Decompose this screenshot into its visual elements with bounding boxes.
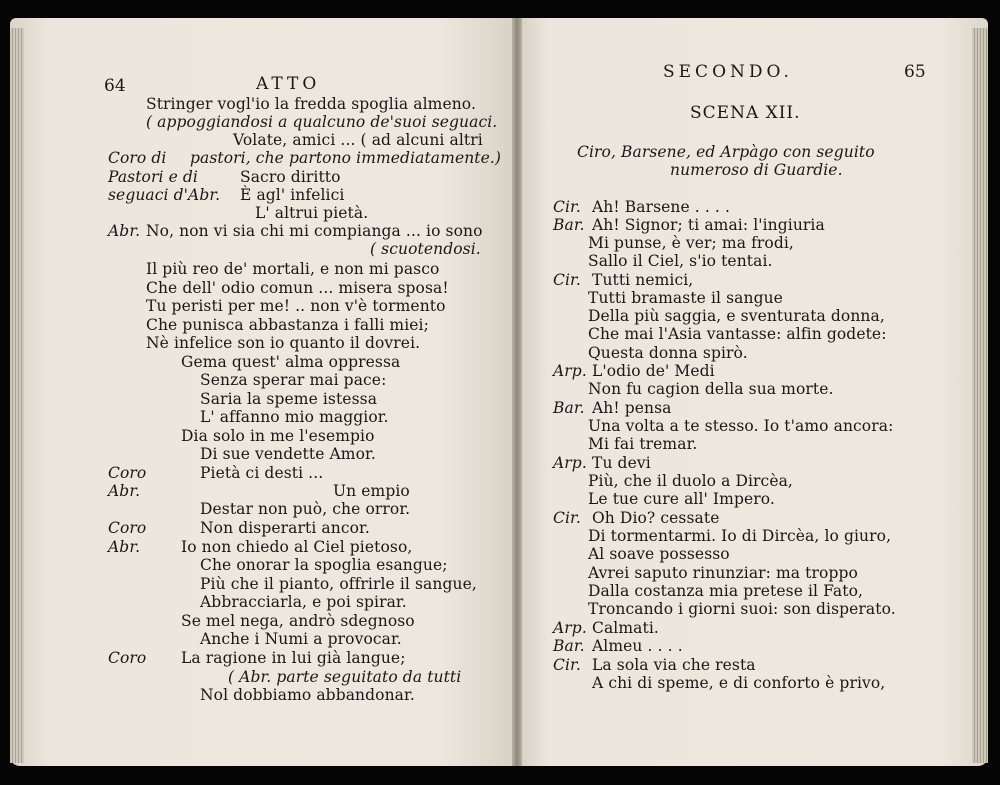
text-line: Tu peristi per me! .. non v'è tormento — [146, 297, 446, 315]
text-line: Oh Dio? cessate — [592, 509, 720, 527]
text-line: Ah! Barsene . . . . — [592, 198, 730, 216]
right-page-edges — [972, 28, 988, 763]
text-line: Della più saggia, e sventurata donna, — [588, 307, 885, 325]
book-gutter — [512, 18, 522, 766]
text-line: Avrei saputo rinunziar: ma troppo — [588, 564, 858, 582]
text-line: Che dell' odio comun ... misera sposa! — [146, 279, 449, 297]
text-line: Più, che il duolo a Dircèa, — [588, 472, 793, 490]
speaker-label: Cir. — [553, 509, 581, 527]
speaker-label: Cir. — [553, 271, 581, 289]
speaker-label: Coro — [108, 649, 147, 667]
text-line: Mi punse, è ver; ma frodi, — [588, 234, 794, 252]
text-line: Nol dobbiamo abbandonar. — [200, 686, 415, 704]
text-line: Tutti nemici, — [592, 271, 694, 289]
speaker-label: Pastori e di — [108, 168, 198, 186]
text-line: Sallo il Ciel, s'io tentai. — [588, 252, 773, 270]
speaker-label: Abr. — [108, 482, 141, 500]
text-line: Che mai l'Asia vantasse: alfin godete: — [588, 325, 887, 343]
text-line: ( scuotendosi. — [370, 240, 481, 258]
speaker-label: seguaci d'Abr. — [108, 186, 221, 204]
speaker-label: Arp. — [553, 619, 587, 637]
scene-characters-line2: numeroso di Guardie. — [670, 161, 843, 179]
text-line: Mi fai tremar. — [588, 435, 698, 453]
speaker-label: Bar. — [553, 399, 585, 417]
speaker-label: Coro — [108, 519, 147, 537]
text-line: pastori, che partono immediatamente.) — [190, 149, 502, 167]
text-line: Non disperarti ancor. — [200, 519, 370, 537]
text-line: Io non chiedo al Ciel pietoso, — [181, 538, 413, 556]
speaker-label: Bar. — [553, 216, 585, 234]
text-line: Più che il pianto, offrirle il sangue, — [200, 575, 477, 593]
text-line: Destar non può, che orror. — [200, 500, 411, 518]
text-line: Saria la speme istessa — [200, 390, 378, 408]
text-line: Le tue cure all' Impero. — [588, 490, 775, 508]
text-line: Almeu . . . . — [592, 637, 683, 655]
text-line: ( Abr. parte seguitato da tutti — [228, 668, 462, 686]
right-running-head: SECONDO. — [663, 62, 793, 82]
text-line: Abbracciarla, e poi spirar. — [200, 593, 407, 611]
text-line: Calmati. — [592, 619, 659, 637]
right-page-number: 65 — [904, 62, 926, 82]
text-line: La ragione in lui già langue; — [181, 649, 406, 667]
text-line: Che onorar la spoglia esangue; — [200, 556, 448, 574]
text-line: Al soave possesso — [588, 545, 730, 563]
text-line: Tu devi — [592, 454, 651, 472]
text-line: Il più reo de' mortali, e non mi pasco — [146, 260, 440, 278]
text-line: Una volta a te stesso. Io t'amo ancora: — [588, 417, 894, 435]
text-line: No, non vi sia chi mi compianga ... io sono — [146, 222, 483, 240]
text-line: Nè infelice son io quanto il dovrei. — [146, 334, 421, 352]
left-page-edges — [10, 28, 24, 763]
text-line: Un empio — [333, 482, 410, 500]
speaker-label: Bar. — [553, 637, 585, 655]
scene-characters-line1: Ciro, Barsene, ed Arpàgo con seguito — [577, 143, 875, 161]
left-page-number: 64 — [104, 76, 126, 96]
text-line: Troncando i giorni suoi: son disperato. — [588, 600, 896, 618]
speaker-label: Abr. — [108, 538, 141, 556]
text-line: L'odio de' Medi — [592, 362, 715, 380]
text-line: Se mel nega, andrò sdegnoso — [181, 612, 415, 630]
speaker-label: Coro — [108, 464, 147, 482]
text-line: Stringer vogl'io la fredda spoglia almeno. — [146, 95, 476, 113]
text-line: Questa donna spirò. — [588, 344, 748, 362]
text-line: L' altrui pietà. — [255, 204, 369, 222]
text-line: La sola via che resta — [592, 656, 756, 674]
speaker-label: Cir. — [553, 656, 581, 674]
left-running-head: ATTO — [256, 74, 321, 94]
speaker-label: Abr. — [108, 222, 141, 240]
text-line: Di sue vendette Amor. — [200, 445, 376, 463]
text-line: Sacro diritto — [240, 168, 341, 186]
text-line: Di tormentarmi. Io di Dircèa, lo giuro, — [588, 527, 892, 545]
speaker-label: Cir. — [553, 198, 581, 216]
speaker-label: Arp. — [553, 362, 587, 380]
text-line: Non fu cagion della sua morte. — [588, 380, 834, 398]
scene-title: SCENA XII. — [690, 103, 801, 123]
speaker-label: Arp. — [553, 454, 587, 472]
text-line: Ah! Signor; ti amai: l'ingiuria — [592, 216, 825, 234]
text-line: ( appoggiandosi a qualcuno de'suoi seguaci. — [146, 113, 498, 131]
text-line: Ah! pensa — [592, 399, 672, 417]
text-line: Gema quest' alma oppressa — [181, 353, 401, 371]
text-line: Senza sperar mai pace: — [200, 371, 387, 389]
text-line: Anche i Numi a provocar. — [200, 630, 402, 648]
text-line: Dia solo in me l'esempio — [181, 427, 375, 445]
text-line: Pietà ci desti ... — [200, 464, 324, 482]
text-line: Tutti bramaste il sangue — [588, 289, 783, 307]
text-line: A chi di speme, e di conforto è privo, — [592, 674, 886, 692]
text-line: Che punisca abbastanza i falli miei; — [146, 316, 429, 334]
text-line: Dalla costanza mia pretese il Fato, — [588, 582, 864, 600]
text-line: È agl' infelici — [240, 186, 345, 204]
text-line: Volate, amici ... ( ad alcuni altri — [233, 131, 483, 149]
speaker-label: Coro di — [108, 149, 167, 167]
text-line: L' affanno mio maggior. — [200, 408, 389, 426]
